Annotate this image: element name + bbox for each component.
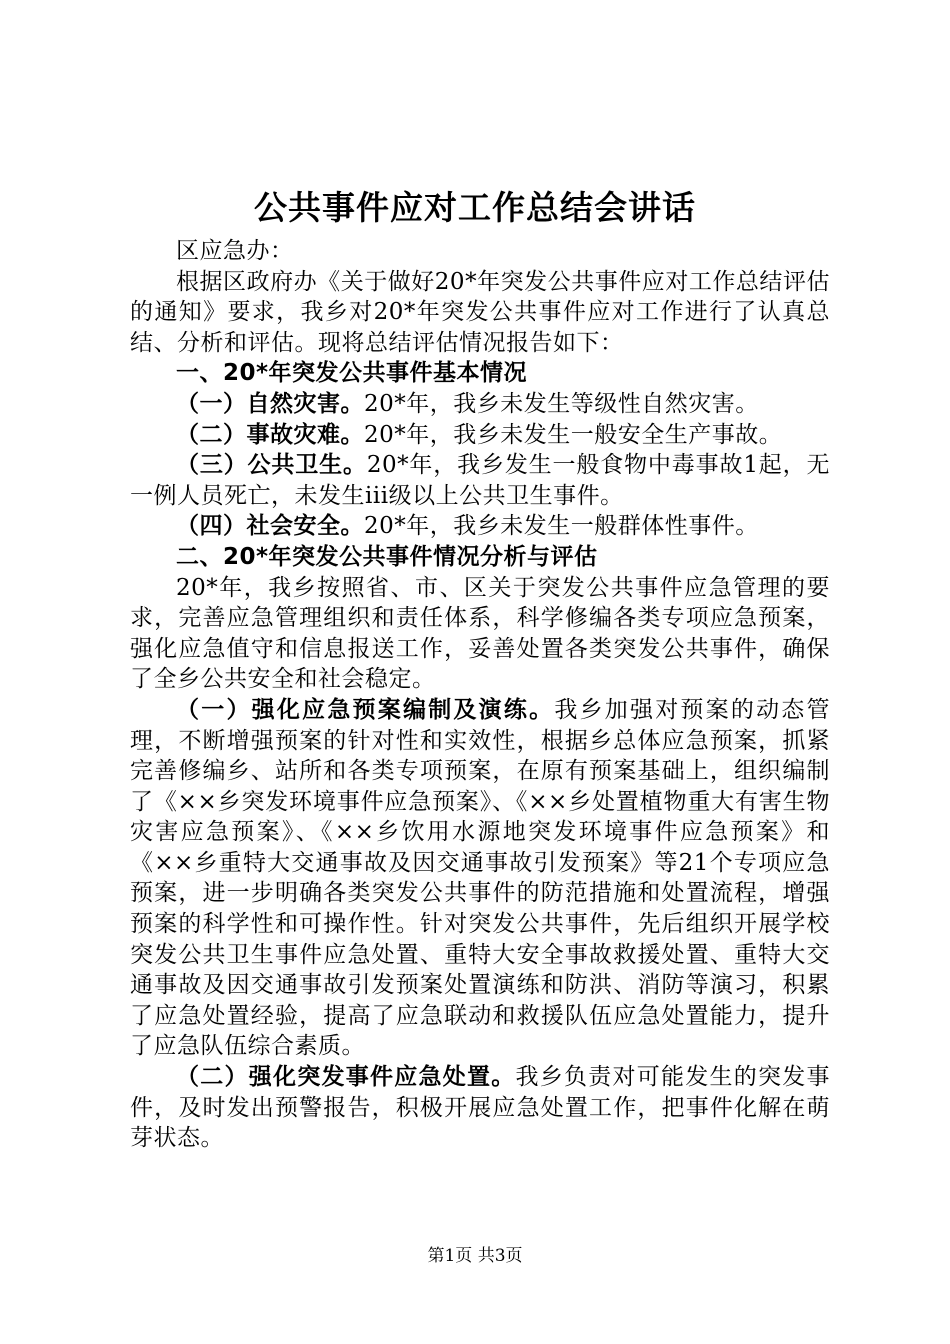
item-label: （一）强化应急预案编制及演练。 xyxy=(176,696,555,723)
item-label: （三）公共卫生。 xyxy=(176,452,367,479)
item-text: 我乡加强对预案的动态管理，不断增强预案的针对性和实效性，根据乡总体应急预案，抓紧完善修编乡、站所和各类专项预案，在原有预案基础上，组织编制了《××乡突发环境事件应急预案》、《××乡处置植物重大有害生物灾害应急预案》、《××乡饮用水源地突发环境事件应急预案》和《××乡重特大交通事故及因交通事故引发预案》等21个专项应急预案，进一步明确各类突发公共事件的防范措施和处置流程，增强预案的科学性和可操作性。针对突发公共事件，先后组织开展学校突发公共卫生事件应急处置、重特大安全事故救援处置、重特大交通事故及因交通事故引发预案处置演练和防洪、消防等演习，积累了应急处置经验，提高了应急联动和救援队伍应急处置能力，提升了应急队伍综合素质。 xyxy=(130,696,831,1060)
intro-paragraph: 根据区政府办《关于做好20*年突发公共事件应对工作总结评估的通知》要求，我乡对20*年突发公共事件应对工作进行了认真总结、分析和评估。现将总结评估情况报告如下： xyxy=(130,268,830,356)
section1-item xyxy=(130,420,830,451)
document-body xyxy=(130,236,830,1154)
item-text: 20*年，我乡未发生一般群体性事件。 xyxy=(364,513,759,540)
section1-item xyxy=(130,511,830,542)
item-text: 20*年，我乡发生一般食物中毒事故1起，无一例人员死亡，未发生iii级以上公共卫生事件。 xyxy=(130,452,831,509)
section1-item xyxy=(130,389,830,420)
section2-item xyxy=(130,695,830,1062)
item-text: 20*年，我乡未发生一般安全生产事故。 xyxy=(364,421,783,448)
item-label: （四）社会安全。 xyxy=(176,513,364,540)
item-label: （一）自然灾害。 xyxy=(176,390,364,417)
section2-intro: 20*年，我乡按照省、市、区关于突发公共事件应急管理的要求，完善应急管理组织和责任体系，科学修编各类专项应急预案，强化应急值守和信息报送工作，妥善处置各类突发公共事件，确保了全乡公共安全和社会稳定。 xyxy=(130,574,830,693)
section-heading-2: 二、20*年突发公共事件情况分析与评估 xyxy=(176,543,598,570)
salutation: 区应急办： xyxy=(176,238,294,264)
item-label: （二）事故灾难。 xyxy=(176,421,364,448)
section1-item xyxy=(130,450,830,511)
item-label: （二）强化突发事件应急处置。 xyxy=(176,1064,516,1091)
page-footer: 第1页 共3页 xyxy=(427,1246,523,1266)
item-text: 我乡负责对可能发生的突发事件，及时发出预警报告，积极开展应急处置工作，把事件化解在萌芽状态。 xyxy=(130,1064,830,1152)
section-heading-1: 一、20*年突发公共事件基本情况 xyxy=(176,360,528,387)
item-text: 20*年，我乡未发生等级性自然灾害。 xyxy=(364,390,759,417)
document-title: 公共事件应对工作总结会讲话 xyxy=(254,188,696,227)
section2-item xyxy=(130,1062,830,1154)
